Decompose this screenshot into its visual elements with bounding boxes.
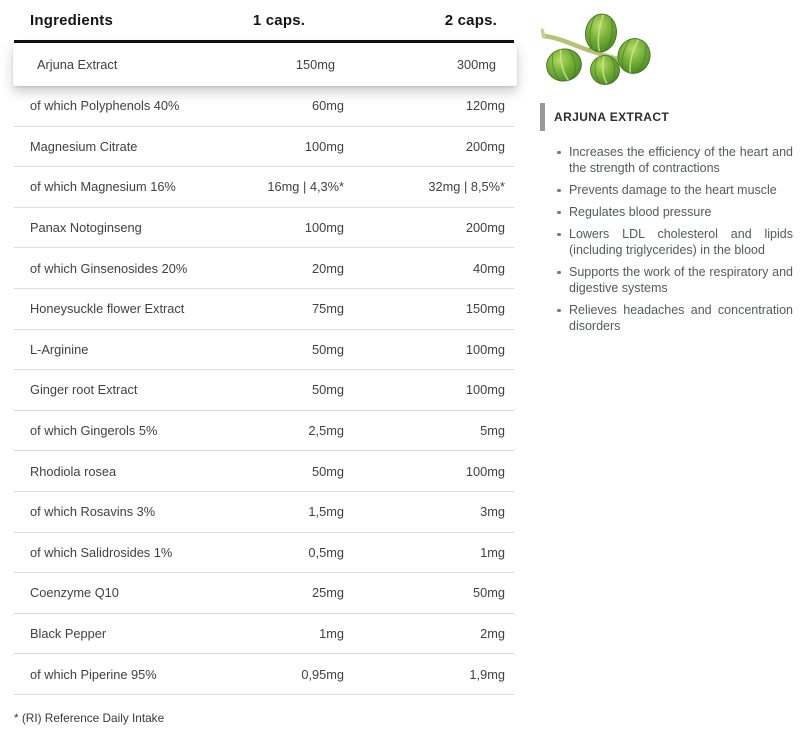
dose-1-caps: 0,5mg: [308, 544, 344, 560]
dose-1-caps: 60mg: [311, 98, 344, 114]
table-row: [14, 289, 514, 330]
benefits-list: [540, 144, 793, 334]
reference-intake-footnote: * (RI) Reference Daily Intake: [14, 710, 165, 725]
dose-2-caps: 100mg: [465, 463, 505, 479]
column-header-1-caps: 1 caps.: [252, 11, 306, 29]
ingredient-name: Panax Notoginseng: [30, 220, 142, 236]
table-header-row: [14, 0, 514, 43]
ingredient-name: of which Ginsenosides 20%: [30, 260, 188, 276]
ingredient-name: of which Gingerols 5%: [30, 423, 158, 439]
benefit-item: Lowers LDL cholesterol and lipids (including triglycerides) in the blood: [556, 226, 793, 258]
benefit-item: Increases the efficiency of the heart and the strength of contractions: [556, 144, 793, 176]
sidebar-title: ARJUNA EXTRACT: [554, 110, 670, 124]
table-row: [14, 167, 514, 208]
dose-1-caps: 1mg: [319, 626, 344, 642]
dose-1-caps: 100mg: [304, 220, 344, 236]
table-row: [14, 86, 514, 127]
dose-2-caps: 200mg: [465, 138, 505, 154]
ingredient-name: Honeysuckle flower Extract: [30, 301, 185, 317]
ingredient-name: of which Salidrosides 1%: [30, 544, 173, 560]
accent-bar: [540, 103, 545, 131]
ingredient-name: Arjuna Extract: [37, 57, 118, 72]
ingredient-name: of which Rosavins 3%: [30, 504, 156, 520]
benefit-item: Supports the work of the respiratory and digestive systems: [556, 264, 793, 296]
ingredient-name: Magnesium Citrate: [30, 138, 138, 154]
table-row: [14, 208, 514, 249]
ingredient-name: Rhodiola rosea: [30, 463, 117, 479]
table-row: [14, 370, 514, 411]
dose-1-caps: 25mg: [311, 585, 344, 601]
ingredient-name: of which Piperine 95%: [30, 666, 157, 682]
dose-2-caps: 200mg: [465, 220, 505, 236]
ingredient-name: L-Arginine: [30, 341, 89, 357]
ingredients-table: [14, 0, 514, 725]
table-row: [14, 654, 514, 695]
benefit-item: Regulates blood pressure: [556, 204, 793, 220]
table-row: [14, 451, 514, 492]
dose-2-caps: 5mg: [480, 423, 505, 439]
dose-1-caps: 75mg: [311, 301, 344, 317]
table-row: [14, 330, 514, 371]
ingredient-name: Coenzyme Q10: [30, 585, 119, 601]
ingredient-name: of which Polyphenols 40%: [30, 98, 180, 114]
table-row: [14, 411, 514, 452]
table-row: [14, 127, 514, 168]
dose-2-caps: 50mg: [472, 585, 505, 601]
dose-2-caps: 100mg: [465, 382, 505, 398]
dose-2-caps: 150mg: [465, 301, 505, 317]
dose-2-caps: 32mg | 8,5%*: [428, 179, 505, 195]
ingredient-name: Ginger root Extract: [30, 382, 138, 398]
benefit-item: Prevents damage to the heart muscle: [556, 182, 793, 198]
table-row: [14, 533, 514, 574]
dose-1-caps: 0,95mg: [301, 666, 344, 682]
dose-1-caps: 1,5mg: [308, 504, 344, 520]
ingredient-name: of which Magnesium 16%: [30, 179, 176, 195]
column-header-2-caps: 2 caps.: [444, 11, 497, 29]
dose-2-caps: 100mg: [465, 341, 505, 357]
dose-2-caps: 2mg: [480, 626, 505, 642]
dose-2-caps: 1mg: [480, 544, 505, 560]
dose-1-caps: 20mg: [311, 260, 344, 276]
table-row: [14, 492, 514, 533]
dose-1-caps: 150mg: [295, 57, 335, 72]
dose-1-caps: 50mg: [311, 341, 344, 357]
dose-1-caps: 16mg | 4,3%*: [267, 179, 344, 195]
highlighted-row-arjuna-extract: [13, 43, 517, 86]
dose-2-caps: 300mg: [456, 57, 496, 72]
arjuna-fruits-image: [541, 4, 659, 92]
table-row: [14, 614, 514, 655]
table-body: [14, 86, 514, 695]
sidebar-header: [540, 103, 793, 131]
dose-2-caps: 1,9mg: [469, 666, 505, 682]
table-row: [14, 573, 514, 614]
dose-1-caps: 2,5mg: [308, 423, 344, 439]
dose-1-caps: 50mg: [311, 382, 344, 398]
arjuna-extract-info-panel: [540, 103, 793, 340]
table-row: [14, 248, 514, 289]
ingredient-name: Black Pepper: [30, 626, 107, 642]
dose-1-caps: 100mg: [304, 138, 344, 154]
dose-2-caps: 3mg: [480, 504, 505, 520]
benefit-item: Relieves headaches and concentration disorders: [556, 302, 793, 334]
dose-2-caps: 120mg: [465, 98, 505, 114]
column-header-ingredients: Ingredients: [30, 11, 114, 29]
dose-1-caps: 50mg: [311, 463, 344, 479]
dose-2-caps: 40mg: [472, 260, 505, 276]
